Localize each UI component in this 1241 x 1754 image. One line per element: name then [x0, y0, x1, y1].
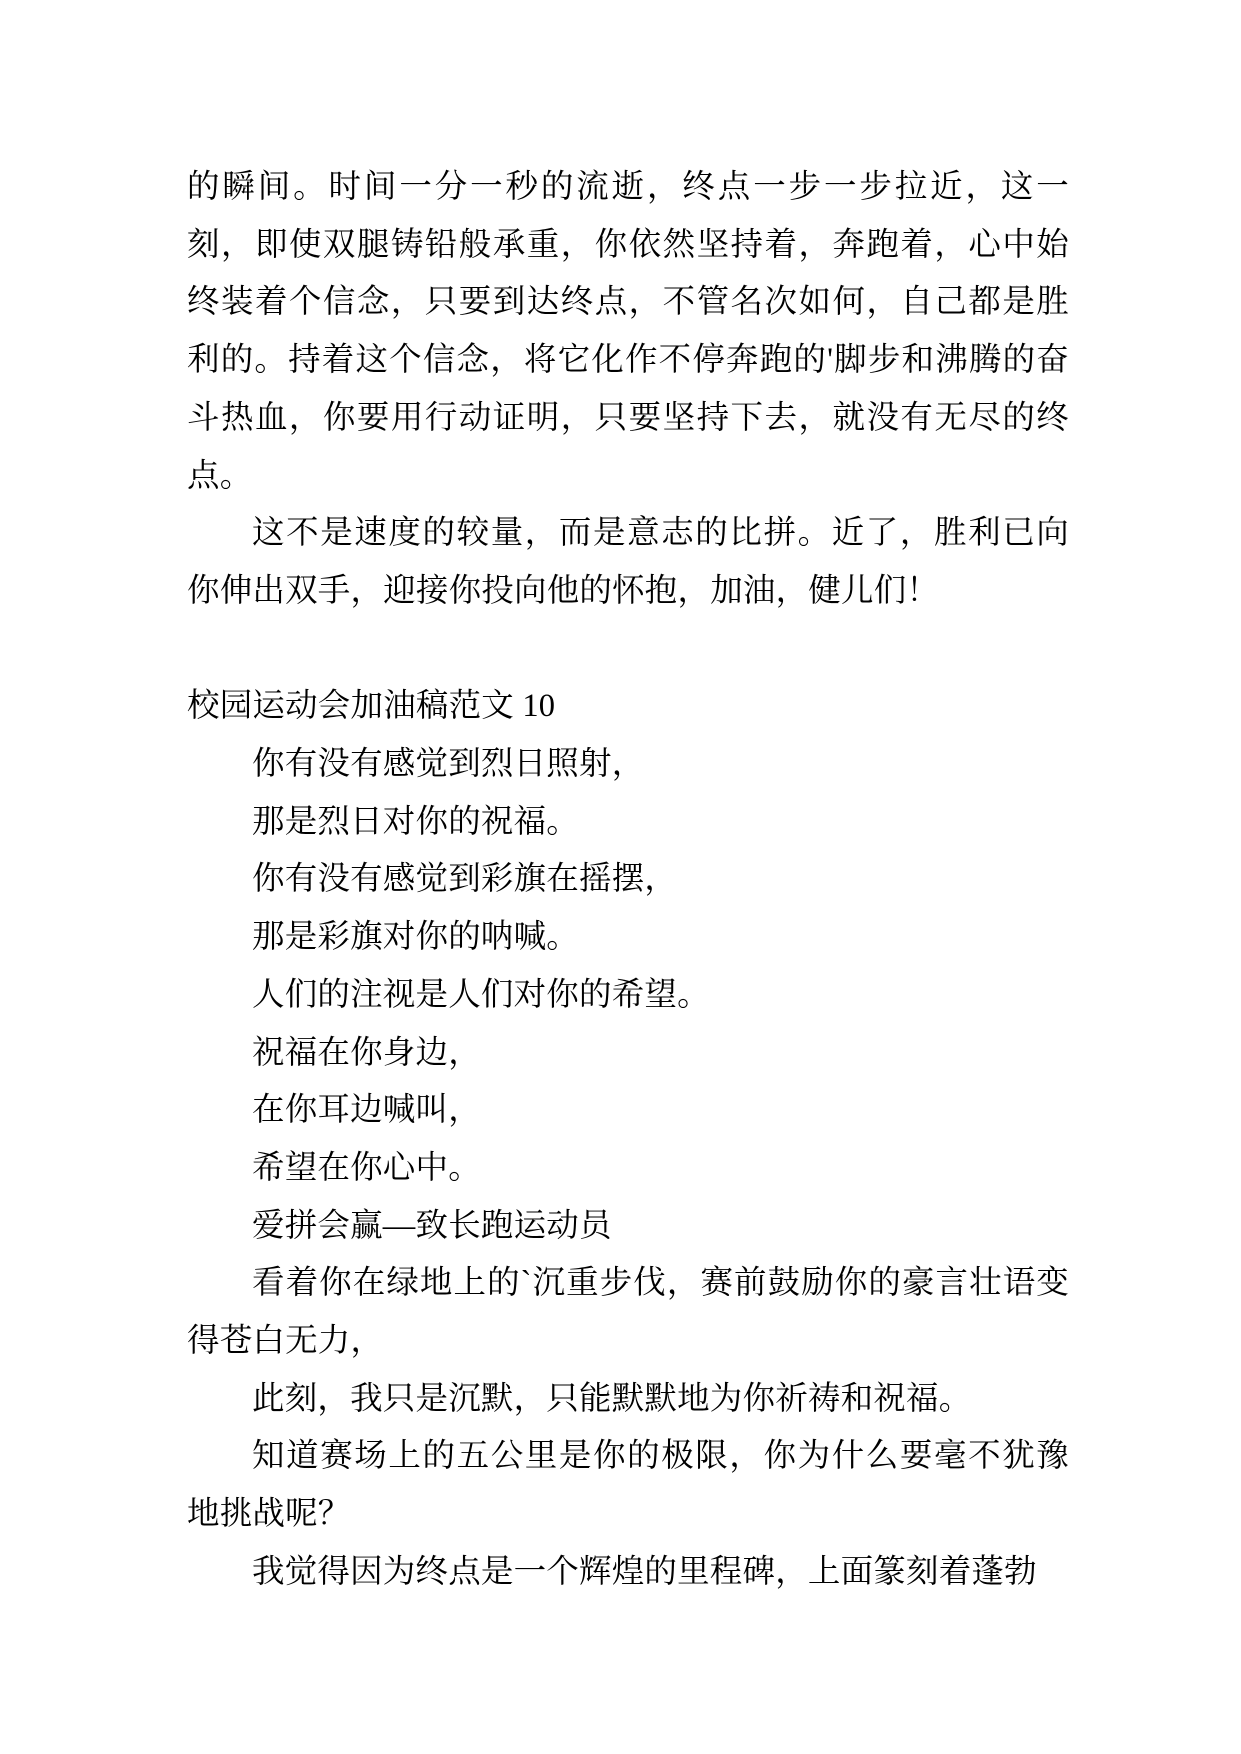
paragraph: 此刻，我只是沉默，只能默默地为你祈祷和祝福。 — [252, 1380, 972, 1417]
document-content — [187, 159, 1069, 1602]
section-heading: 校园运动会加油稿范文 10 — [187, 688, 556, 725]
paragraph: 看着你在绿地上的`沉重步伐，赛前鼓励你的豪言壮语变得苍白无力， — [187, 1265, 1069, 1360]
poem-line: 你有没有感觉到烈日照射， — [252, 746, 645, 783]
poem-line: 希望在你心中。 — [252, 1149, 481, 1186]
poem-line: 人们的注视是人们对你的希望。 — [252, 976, 710, 1013]
paragraph: 知道赛场上的五公里是你的极限，你为什么要毫不犹豫地挑战呢？ — [187, 1438, 1069, 1533]
poem-line-dedication: 爱拼会赢—致长跑运动员 — [252, 1207, 612, 1244]
poem-line: 祝福在你身边， — [252, 1034, 481, 1071]
paragraph-continued-from-previous-page: 的瞬间。时间一分一秒的流逝，终点一步一步拉近，这一刻，即使双腿铸铅般承重，你依然坚持着，奔跑着，心中始终装着个信念，只要到达终点，不管名次如何，自己都是胜利的。持着这个信念，将它化作不停奔跑的'脚步和沸腾的奋斗热血，你要用行动证明，只要坚持下去，就没有无尽的终点。 — [187, 169, 1069, 494]
poem-line: 那是烈日对你的祝福。 — [252, 803, 580, 840]
poem-line: 那是彩旗对你的呐喊。 — [252, 919, 580, 956]
poem-line: 你有没有感觉到彩旗在摇摆， — [252, 861, 678, 898]
paragraph-truncated-at-page-bottom: 我觉得因为终点是一个辉煌的里程碑，上面篆刻着蓬勃 — [252, 1553, 1037, 1590]
blank-line — [187, 621, 1069, 679]
paragraph: 这不是速度的较量，而是意志的比拼。近了，胜利已向你伸出双手，迎接你投向他的怀抱，加油，健儿们！ — [187, 515, 1069, 609]
poem-line: 在你耳边喊叫， — [252, 1092, 481, 1129]
